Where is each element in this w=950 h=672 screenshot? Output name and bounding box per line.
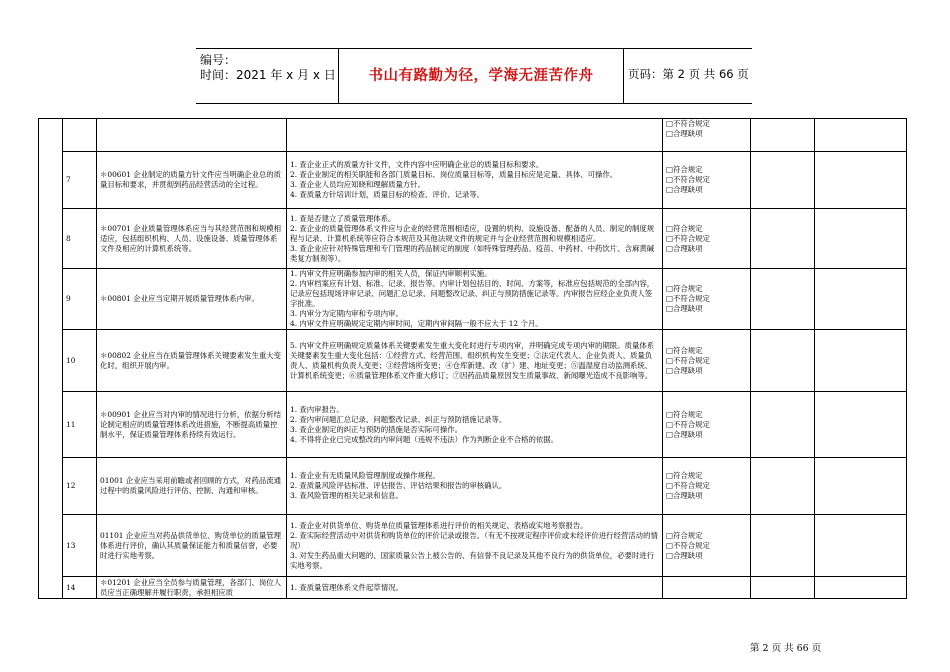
- inspection-item: [97, 392, 287, 458]
- method-line: 1. 查质量管理体系文件起草情况。: [290, 582, 403, 592]
- empty-cell: [815, 577, 907, 599]
- empty-cell: [751, 269, 815, 330]
- table-row: [39, 119, 907, 152]
- result-option[interactable]: □合理缺项: [666, 129, 703, 138]
- method-line: 2. 内审档案应有计划、标准、记录、报告等。内审计划包括目的、时间、方案等，标准应包括规范的全部内容，记录应包括现场评审记录、问题汇总记录、问题整改记录、纠正与预防措施记录等。内审报告应经企业负责人签字批准。: [290, 279, 655, 308]
- result-option[interactable]: □合理缺项: [666, 491, 703, 500]
- result-option[interactable]: □不符合规定: [666, 294, 710, 303]
- inspection-item: [97, 577, 287, 599]
- result-options: [663, 269, 751, 330]
- inspection-item-text: ＊01201 企业应当全员参与质量管理，各部门、岗位人员应当正确理解并履行职责，承担相应质: [100, 577, 282, 597]
- inspection-table: [38, 118, 907, 599]
- row-number: [63, 269, 97, 330]
- inspection-method: [287, 392, 663, 458]
- empty-cell: [751, 330, 815, 392]
- empty-cell: [751, 458, 815, 515]
- table-body: [39, 119, 907, 599]
- result-option[interactable]: □不符合规定: [666, 233, 710, 243]
- page-header: [196, 48, 752, 104]
- method-line: 2. 查质量风险评估标准、评估报告、评估结果和报告的审核确认。: [290, 481, 507, 490]
- row-number-text: 11: [66, 419, 76, 429]
- row-number: [63, 515, 97, 577]
- method-line: 2. 查内审问题汇总记录、问题整改记录、纠正与预防措施记录等。: [290, 414, 507, 424]
- inspection-method: [287, 515, 663, 577]
- row-number: [63, 392, 97, 458]
- inspection-item-text: ＊00701 企业质量管理体系应当与其经营范围和规模相适应，包括组织机构、人员、设施设备、质量管理体系文件及相应的计算机系统等。: [100, 223, 282, 253]
- method-line: 1. 查企业有无质量风险管理制度或操作规程。: [290, 471, 440, 480]
- slogan: 书山有路勤为径，学海无涯苦作舟: [368, 68, 594, 84]
- result-options: [663, 392, 751, 458]
- result-option[interactable]: □不符合规定: [666, 119, 710, 128]
- method-line: 4. 不得将企业已完成整改的内审问题（违规不违法）作为判断企业不合格的依据。: [290, 434, 559, 444]
- inspection-item: [97, 515, 287, 577]
- row-number: [63, 458, 97, 515]
- result-options: [663, 330, 751, 392]
- date-label: 时间：2021 年 x 月 x 日: [200, 68, 336, 82]
- method-line: 2. 查企业制定的相关职能和各部门质量目标、岗位质量目标等，质量目标应是定量、具体、可操作。: [290, 170, 618, 179]
- inspection-item: [97, 152, 287, 209]
- inspection-method: [287, 269, 663, 330]
- result-option[interactable]: □不符合规定: [666, 419, 710, 429]
- inspection-method: [287, 209, 663, 269]
- row-number-text: 7: [66, 175, 71, 184]
- row-number: [63, 152, 97, 209]
- row-number-text: 13: [66, 540, 76, 550]
- method-line: 3. 内审分为定期内审和专项内审。: [290, 309, 403, 318]
- row-number: [63, 577, 97, 599]
- inspection-item: [97, 119, 287, 152]
- method-line: 4. 内审文件应明确规定定期内审时间，定期内审间隔一般不应大于 12 个月。: [290, 319, 543, 328]
- empty-cell: [751, 577, 815, 599]
- result-option[interactable]: □合理缺项: [666, 429, 703, 439]
- empty-cell: [815, 515, 907, 577]
- method-line: 1. 查企业正式的质量方针文件，文件内容中应明确企业总的质量目标和要求。: [290, 160, 544, 169]
- result-option[interactable]: □不符合规定: [666, 175, 710, 184]
- inspection-method: [287, 119, 663, 152]
- result-options: [663, 209, 751, 269]
- inspection-method: [287, 330, 663, 392]
- result-option[interactable]: □不符合规定: [666, 481, 710, 490]
- method-line: 1. 查内审报告。: [290, 404, 344, 414]
- empty-cell: [815, 269, 907, 330]
- inspection-item-text: 01001 企业应当采用前瞻或者回顾的方式，对药品流通过程中的质量风险进行评估、控制、沟通和审核。: [100, 476, 282, 495]
- result-options: [663, 515, 751, 577]
- empty-cell: [815, 330, 907, 392]
- empty-cell: [815, 392, 907, 458]
- inspection-method: [287, 577, 663, 599]
- result-option[interactable]: □符合规定: [666, 345, 703, 355]
- result-option[interactable]: □合理缺项: [666, 304, 703, 313]
- inspection-item: [97, 330, 287, 392]
- result-option[interactable]: □符合规定: [666, 409, 703, 419]
- empty-cell: [751, 515, 815, 577]
- result-options: [663, 577, 751, 599]
- table-row: [39, 269, 907, 330]
- result-option[interactable]: □合理缺项: [666, 185, 703, 194]
- method-line: 5. 内审文件应明确规定质量体系关键要素发生重大变化时进行专项内审，并明确完成专项内审的期限。质量体系关键要素发生重大变化包括：①经营方式、经营范围、组织机构发生变更；②法定代表人、企业负责人、质量负责人、质量机构负责人变更；③经营场所变更；④仓库新建、改（扩）建、地址变更；⑤温湿度自动监测系统、计算机系统变更；⑥质量管理体系文件重大修订；⑦因药品质量原因发生质量事故、新闻曝光造成不良影响等。: [290, 340, 655, 380]
- blank-cell: [39, 119, 63, 599]
- result-options: [663, 152, 751, 209]
- method-line: 3. 查风险管理的相关记录和信息。: [290, 491, 403, 500]
- result-option[interactable]: □符合规定: [666, 165, 703, 174]
- row-number-text: 10: [66, 355, 76, 365]
- inspection-item-text: ＊00802 企业应当在质量管理体系关键要素发生重大变化时，组织开展内审。: [100, 350, 282, 370]
- table-row: [39, 515, 907, 577]
- result-option[interactable]: □符合规定: [666, 284, 703, 293]
- method-line: 3. 查企业应针对特殊管理和专门管理的药品制定的制度（如特殊管理药品、疫苗、中药材、中药饮片、含麻黄碱类复方制剂等）。: [290, 243, 655, 263]
- page-label: 页码：第 2 页 共 66 页: [628, 67, 749, 81]
- table-row: [39, 458, 907, 515]
- table-row: [39, 577, 907, 599]
- inspection-method: [287, 152, 663, 209]
- inspection-item-text: ＊00601 企业制定的质量方针文件应当明确企业总的质量目标和要求，并贯彻到药品经营活动的全过程。: [100, 170, 282, 189]
- inspection-item-text: 01101 企业应当对药品供货单位、购货单位的质量管理体系进行评价，确认其质量保证能力和质量信誉，必要时进行实地考察。: [100, 530, 282, 560]
- result-options: [663, 458, 751, 515]
- table-row: [39, 152, 907, 209]
- inspection-item: [97, 269, 287, 330]
- header-slogan-cell: [338, 49, 624, 103]
- row-number-text: 12: [66, 481, 76, 490]
- empty-cell: [815, 152, 907, 209]
- method-line: 1. 查企业对供货单位、购货单位质量管理体系进行评价的相关规定、表格或实地考察报告。: [290, 520, 588, 530]
- result-option[interactable]: □合理缺项: [666, 550, 703, 560]
- number-label: 编号：: [200, 53, 237, 67]
- row-number: [63, 209, 97, 269]
- method-line: 2. 查企业的质量管理体系文件应与企业的经营范围相适应，设置的机构、设施设备、配备的人员、制定的制度规程与记录、计算机系统等应符合本规范及其他法规文件的规定并与企业经营范围和规模相适应。: [290, 223, 655, 243]
- method-line: 1. 内审文件应明确参加内审的相关人员，保证内审顺利实施。: [290, 269, 492, 278]
- inspection-item-text: ＊00901 企业应当对内审的情况进行分析，依据分析结论制定相应的质量管理体系改进措施，不断提高质量控制水平，保证质量管理体系持续有效运行。: [100, 409, 282, 439]
- result-option[interactable]: □符合规定: [666, 530, 703, 540]
- method-line: 3. 对发生药品重大问题的、国家质量公告上被公告的、有信誉不良记录及其他不良行为的供货单位，必要时进行实地考察。: [290, 550, 655, 570]
- row-number: [63, 330, 97, 392]
- header-info: [200, 53, 336, 83]
- empty-cell: [815, 119, 907, 152]
- table-row: [39, 330, 907, 392]
- empty-cell: [751, 392, 815, 458]
- inspection-item: [97, 458, 287, 515]
- row-number: [63, 119, 97, 152]
- row-number-text: 8: [66, 233, 71, 243]
- method-line: 3. 查企业制定的纠正与预防的措施是否实际可操作。: [290, 424, 462, 434]
- method-line: 2. 查实际经营活动中对供货和购货单位的评价记录或报告。（有无不按规定程序评价或未经评价进行经营活动的情况）: [290, 530, 658, 550]
- empty-cell: [751, 152, 815, 209]
- row-number-text: 9: [66, 294, 71, 303]
- empty-cell: [751, 209, 815, 269]
- page-footer: 第 2 页 共 66 页: [750, 643, 822, 654]
- inspection-item-text: ＊00801 企业应当定期开展质量管理体系内审。: [100, 294, 259, 303]
- empty-cell: [815, 209, 907, 269]
- table-row: [39, 392, 907, 458]
- result-options: [663, 119, 751, 152]
- result-option[interactable]: □不符合规定: [666, 540, 710, 550]
- inspection-method: [287, 458, 663, 515]
- row-number-text: 14: [66, 582, 76, 592]
- result-option[interactable]: □不符合规定: [666, 355, 710, 365]
- table-row: [39, 209, 907, 269]
- method-line: 4. 查质量方针培训计划，质量目标的检查、评价、记录等。: [290, 190, 485, 199]
- result-option[interactable]: □合理缺项: [666, 365, 703, 375]
- result-option[interactable]: □符合规定: [666, 223, 703, 233]
- method-line: 3. 查企业人员均应知晓和理解质量方针。: [290, 180, 426, 189]
- result-option[interactable]: □合理缺项: [666, 243, 703, 253]
- result-option[interactable]: □符合规定: [666, 471, 703, 480]
- empty-cell: [815, 458, 907, 515]
- method-line: 1. 查是否建立了质量管理体系。: [290, 213, 396, 223]
- inspection-item: [97, 209, 287, 269]
- empty-cell: [751, 119, 815, 152]
